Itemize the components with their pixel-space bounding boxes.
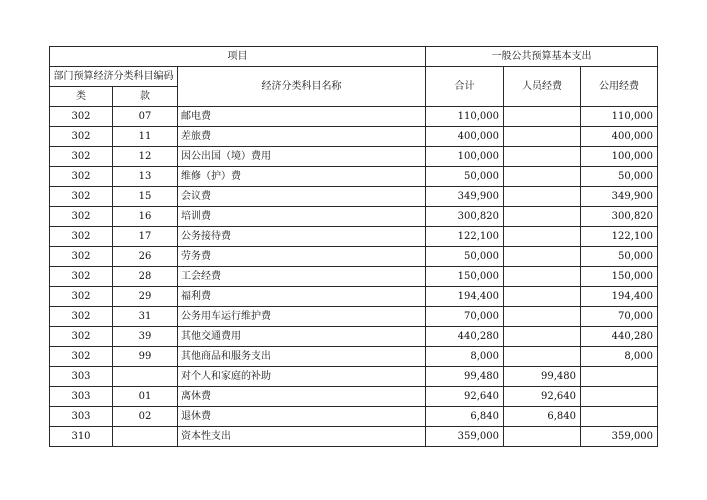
cell-personnel: 99,480 xyxy=(504,367,581,387)
cell-total: 400,000 xyxy=(426,127,504,147)
table-row xyxy=(50,287,658,307)
cell-public: 359,000 xyxy=(581,427,658,447)
table-row xyxy=(50,407,658,427)
cell-personnel xyxy=(504,307,581,327)
cell-personnel: 6,840 xyxy=(504,407,581,427)
table-row xyxy=(50,247,658,267)
cell-total: 122,100 xyxy=(426,227,504,247)
table-row xyxy=(50,327,658,347)
cell-kind: 31 xyxy=(113,307,178,327)
cell-public: 122,100 xyxy=(581,227,658,247)
cell-total: 150,000 xyxy=(426,267,504,287)
cell-name: 其他商品和服务支出 xyxy=(178,347,426,367)
cell-kind: 01 xyxy=(113,387,178,407)
cell-kind: 12 xyxy=(113,147,178,167)
cell-class: 302 xyxy=(50,267,113,287)
cell-name: 差旅费 xyxy=(178,127,426,147)
cell-name: 因公出国（境）费用 xyxy=(178,147,426,167)
cell-name: 福利费 xyxy=(178,287,426,307)
cell-class: 302 xyxy=(50,287,113,307)
table-row xyxy=(50,107,658,127)
cell-personnel xyxy=(504,267,581,287)
cell-public: 440,280 xyxy=(581,327,658,347)
cell-kind: 13 xyxy=(113,167,178,187)
cell-name: 离休费 xyxy=(178,387,426,407)
cell-total: 100,000 xyxy=(426,147,504,167)
cell-personnel xyxy=(504,347,581,367)
cell-public: 8,000 xyxy=(581,347,658,367)
header-code-group: 部门预算经济分类科目编码 xyxy=(50,67,178,87)
table-row xyxy=(50,227,658,247)
cell-total: 194,400 xyxy=(426,287,504,307)
cell-public: 110,000 xyxy=(581,107,658,127)
cell-kind: 29 xyxy=(113,287,178,307)
cell-public: 50,000 xyxy=(581,247,658,267)
cell-personnel xyxy=(504,247,581,267)
cell-kind: 16 xyxy=(113,207,178,227)
cell-class: 302 xyxy=(50,187,113,207)
cell-kind: 02 xyxy=(113,407,178,427)
table-row xyxy=(50,367,658,387)
cell-class: 302 xyxy=(50,307,113,327)
cell-total: 92,640 xyxy=(426,387,504,407)
table-row xyxy=(50,187,658,207)
cell-personnel xyxy=(504,167,581,187)
header-class: 类 xyxy=(50,87,113,107)
cell-class: 303 xyxy=(50,387,113,407)
budget-table xyxy=(49,46,658,447)
table-row xyxy=(50,347,658,367)
cell-public: 194,400 xyxy=(581,287,658,307)
cell-class: 302 xyxy=(50,127,113,147)
cell-name: 邮电费 xyxy=(178,107,426,127)
cell-class: 302 xyxy=(50,167,113,187)
cell-class: 310 xyxy=(50,427,113,447)
cell-public: 100,000 xyxy=(581,147,658,167)
cell-personnel xyxy=(504,227,581,247)
cell-class: 302 xyxy=(50,227,113,247)
cell-kind: 99 xyxy=(113,347,178,367)
cell-personnel xyxy=(504,287,581,307)
cell-public: 70,000 xyxy=(581,307,658,327)
cell-name: 对个人和家庭的补助 xyxy=(178,367,426,387)
cell-total: 349,900 xyxy=(426,187,504,207)
header-name: 经济分类科目名称 xyxy=(178,67,426,107)
cell-total: 300,820 xyxy=(426,207,504,227)
cell-public: 150,000 xyxy=(581,267,658,287)
cell-public: 50,000 xyxy=(581,167,658,187)
cell-name: 退休费 xyxy=(178,407,426,427)
table-row xyxy=(50,267,658,287)
cell-public xyxy=(581,367,658,387)
cell-kind xyxy=(113,367,178,387)
cell-total: 50,000 xyxy=(426,247,504,267)
cell-total: 359,000 xyxy=(426,427,504,447)
cell-name: 工会经费 xyxy=(178,267,426,287)
cell-total: 110,000 xyxy=(426,107,504,127)
header-budget: 一般公共预算基本支出 xyxy=(426,47,658,67)
cell-total: 8,000 xyxy=(426,347,504,367)
cell-public: 349,900 xyxy=(581,187,658,207)
cell-personnel xyxy=(504,327,581,347)
table-row xyxy=(50,147,658,167)
header-row-1 xyxy=(50,47,658,67)
cell-kind xyxy=(113,427,178,447)
cell-personnel xyxy=(504,427,581,447)
cell-kind: 39 xyxy=(113,327,178,347)
cell-name: 劳务费 xyxy=(178,247,426,267)
cell-kind: 11 xyxy=(113,127,178,147)
cell-kind: 28 xyxy=(113,267,178,287)
cell-class: 302 xyxy=(50,327,113,347)
cell-personnel xyxy=(504,187,581,207)
cell-total: 440,280 xyxy=(426,327,504,347)
cell-class: 302 xyxy=(50,247,113,267)
cell-name: 资本性支出 xyxy=(178,427,426,447)
cell-class: 302 xyxy=(50,147,113,167)
table-row xyxy=(50,427,658,447)
table-row xyxy=(50,207,658,227)
header-total: 合计 xyxy=(426,67,504,107)
cell-personnel xyxy=(504,207,581,227)
cell-personnel xyxy=(504,147,581,167)
header-item: 项目 xyxy=(50,47,426,67)
table-row xyxy=(50,167,658,187)
cell-name: 维修（护）费 xyxy=(178,167,426,187)
cell-name: 其他交通费用 xyxy=(178,327,426,347)
cell-class: 302 xyxy=(50,207,113,227)
header-row-2 xyxy=(50,67,658,87)
cell-kind: 07 xyxy=(113,107,178,127)
header-kind: 款 xyxy=(113,87,178,107)
cell-public: 400,000 xyxy=(581,127,658,147)
cell-class: 302 xyxy=(50,347,113,367)
cell-name: 公务用车运行维护费 xyxy=(178,307,426,327)
cell-kind: 15 xyxy=(113,187,178,207)
cell-public xyxy=(581,407,658,427)
cell-total: 50,000 xyxy=(426,167,504,187)
cell-name: 公务接待费 xyxy=(178,227,426,247)
table-row xyxy=(50,307,658,327)
cell-total: 70,000 xyxy=(426,307,504,327)
cell-public: 300,820 xyxy=(581,207,658,227)
table-row xyxy=(50,387,658,407)
cell-total: 99,480 xyxy=(426,367,504,387)
cell-kind: 26 xyxy=(113,247,178,267)
cell-name: 会议费 xyxy=(178,187,426,207)
cell-kind: 17 xyxy=(113,227,178,247)
cell-personnel xyxy=(504,127,581,147)
cell-personnel xyxy=(504,107,581,127)
header-public: 公用经费 xyxy=(581,67,658,107)
cell-name: 培训费 xyxy=(178,207,426,227)
header-personnel: 人员经费 xyxy=(504,67,581,107)
cell-class: 303 xyxy=(50,407,113,427)
cell-personnel: 92,640 xyxy=(504,387,581,407)
table-row xyxy=(50,127,658,147)
cell-class: 303 xyxy=(50,367,113,387)
cell-public xyxy=(581,387,658,407)
cell-class: 302 xyxy=(50,107,113,127)
cell-total: 6,840 xyxy=(426,407,504,427)
